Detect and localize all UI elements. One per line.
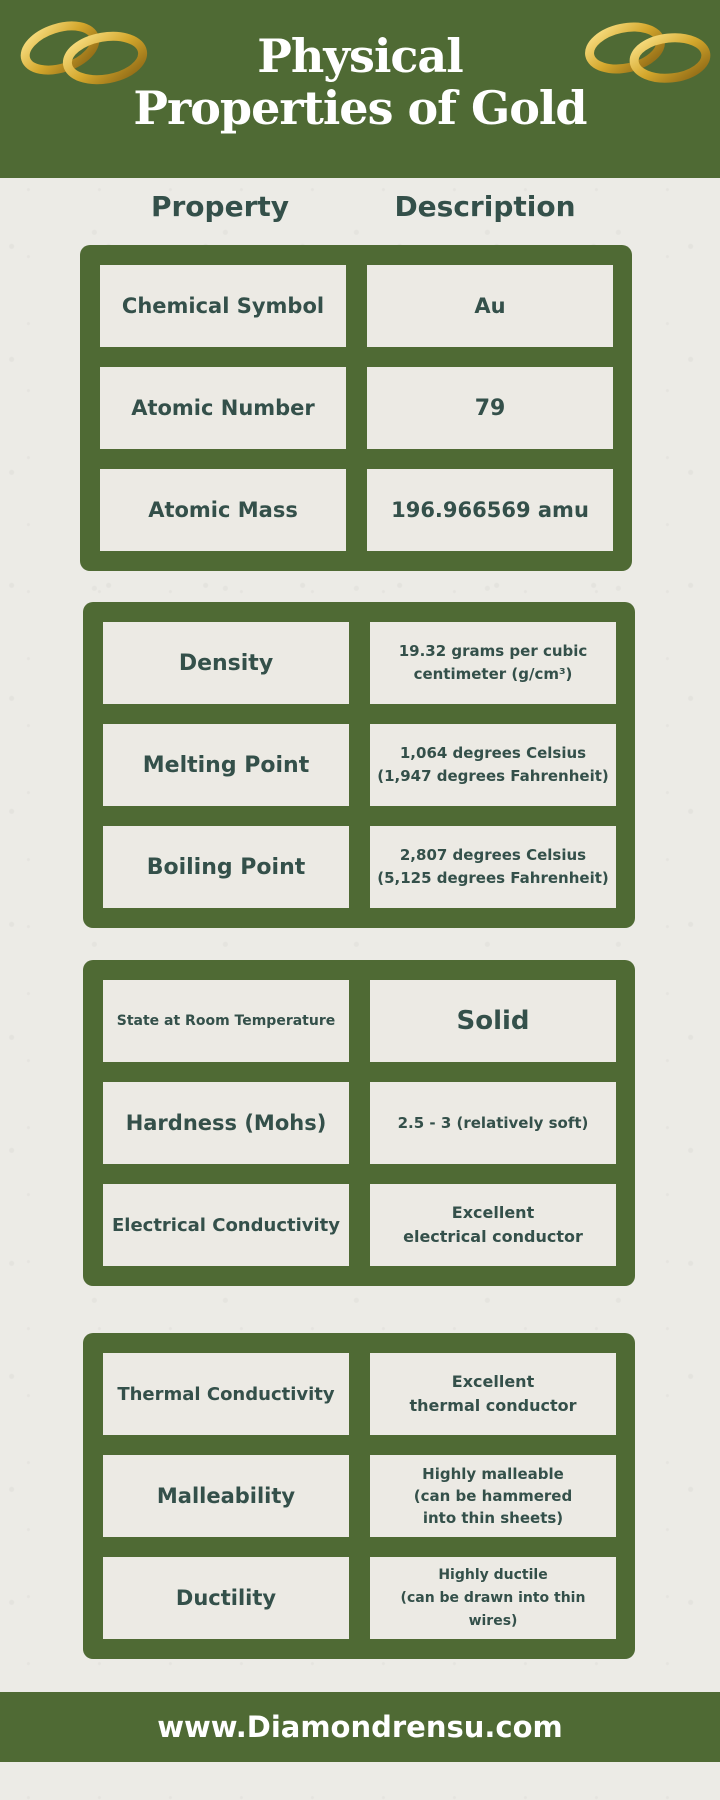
description-cell: Excellent electrical conductor bbox=[370, 1184, 616, 1266]
description-cell: Au bbox=[367, 265, 613, 347]
description-cell: Solid bbox=[370, 980, 616, 1062]
property-cell: Melting Point bbox=[103, 724, 349, 806]
property-group-4 bbox=[83, 1333, 635, 1659]
property-cell: Chemical Symbol bbox=[100, 265, 346, 347]
property-cell: Ductility bbox=[103, 1557, 349, 1639]
header-banner bbox=[0, 0, 720, 178]
property-group-3 bbox=[83, 960, 635, 1286]
property-cell: Hardness (Mohs) bbox=[103, 1082, 349, 1164]
description-cell: 19.32 grams per cubic centimeter (g/cm³) bbox=[370, 622, 616, 704]
property-cell: Density bbox=[103, 622, 349, 704]
column-header-description: Description bbox=[394, 190, 576, 223]
property-cell: Boiling Point bbox=[103, 826, 349, 908]
property-cell: Thermal Conductivity bbox=[103, 1353, 349, 1435]
property-group-2 bbox=[83, 602, 635, 928]
title-line-1: Physical bbox=[257, 29, 463, 83]
description-cell: Highly ductile (can be drawn into thin wires) bbox=[370, 1557, 616, 1639]
title-line-2: Properties of Gold bbox=[133, 81, 587, 135]
property-group-1 bbox=[80, 245, 632, 571]
property-cell: State at Room Temperature bbox=[103, 980, 349, 1062]
description-cell: 79 bbox=[367, 367, 613, 449]
column-header-property: Property bbox=[150, 190, 290, 223]
description-cell: 196.966569 amu bbox=[367, 469, 613, 551]
footer-url: www.Diamondrensu.com bbox=[157, 1710, 563, 1744]
footer-banner bbox=[0, 1692, 720, 1762]
property-cell: Electrical Conductivity bbox=[103, 1184, 349, 1266]
property-cell: Atomic Number bbox=[100, 367, 346, 449]
property-cell: Malleability bbox=[103, 1455, 349, 1537]
description-cell: 2,807 degrees Celsius (5,125 degrees Fahrenheit) bbox=[370, 826, 616, 908]
bottom-strip bbox=[0, 1762, 720, 1800]
page-title bbox=[0, 30, 720, 134]
description-cell: Highly malleable (can be hammered into thin sheets) bbox=[370, 1455, 616, 1537]
description-cell: 2.5 - 3 (relatively soft) bbox=[370, 1082, 616, 1164]
property-cell: Atomic Mass bbox=[100, 469, 346, 551]
description-cell: Excellent thermal conductor bbox=[370, 1353, 616, 1435]
description-cell: 1,064 degrees Celsius (1,947 degrees Fahrenheit) bbox=[370, 724, 616, 806]
